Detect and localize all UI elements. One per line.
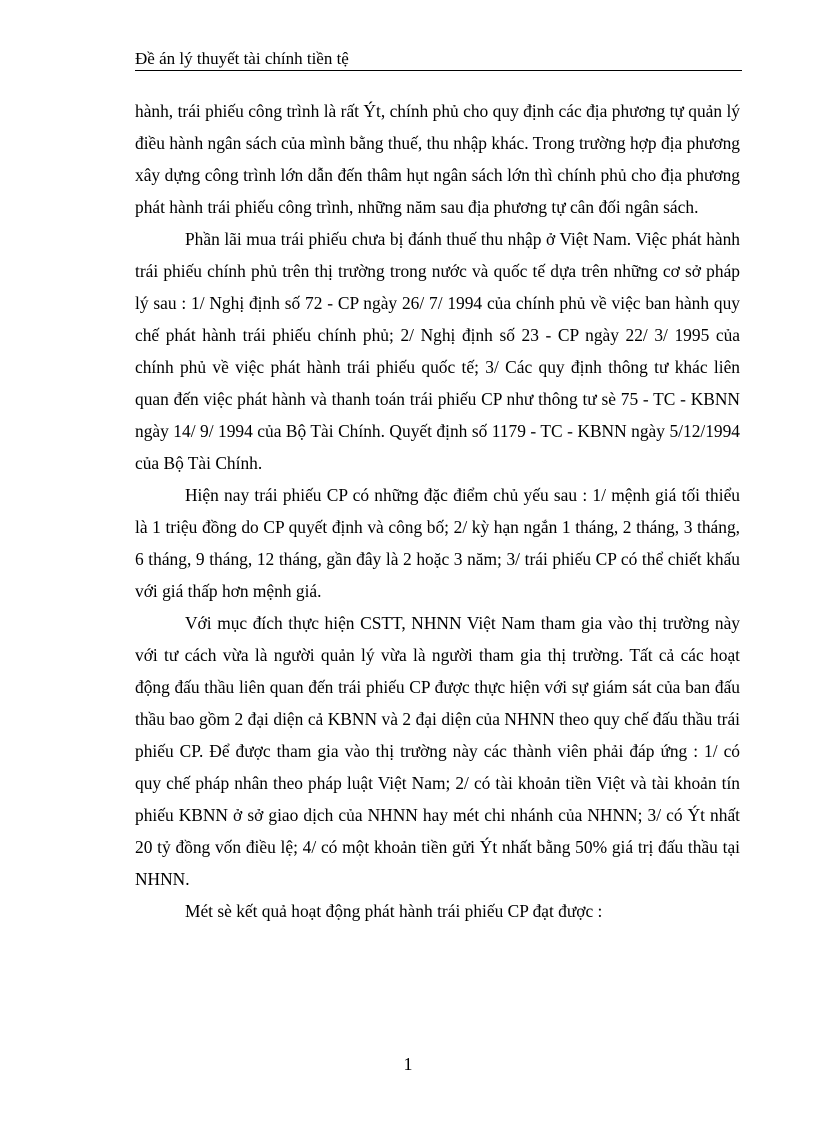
header-title: Đề án lý thuyết tài chính tiền tệ (135, 49, 349, 68)
page-number: 1 (403, 1054, 413, 1074)
paragraph-bond-characteristics: Hiện nay trái phiếu CP có những đặc điểm chủ yếu sau : 1/ mệnh giá tối thiểu là 1 triệu đồng do CP quyết định và công bố; 2/ kỳ hạn ngắn 1 tháng, 2 tháng, 3 tháng, 6 tháng, 9 tháng, 12 tháng, gần đây là 2 hoặc 3 năm; 3/ trái phiếu CP có thể chiết khấu với giá thấp hơn mệnh giá. (135, 485, 740, 601)
document-body (135, 95, 740, 927)
paragraph-results-intro: Mét sè kết quả hoạt động phát hành trái phiếu CP đạt được : (185, 901, 603, 921)
paragraph-bond-interest-legal-basis: Phần lãi mua trái phiếu chưa bị đánh thuế thu nhập ở Việt Nam. Việc phát hành trái phiếu chính phủ trên thị trường trong nước và quốc tế dựa trên những cơ sở pháp lý sau : 1/ Nghị định số 72 - CP ngày 26/ 7/ 1994 của chính phủ về việc ban hành quy chế phát hành trái phiếu chính phủ; 2/ Nghị định số 23 - CP ngày 22/ 3/ 1995 của chính phủ về việc phát hành trái phiếu quốc tế; 3/ Các quy định thông tư khác liên quan đến việc phát hành và thanh toán trái phiếu CP như thông tư sè 75 - TC - KBNN ngày 14/ 9/ 1994 của Bộ Tài Chính. Quyết định số 1179 - TC - KBNN ngày 5/12/1994 của Bộ Tài Chính. (135, 229, 740, 473)
page-header (135, 48, 742, 71)
paragraph-continuation: hành, trái phiếu công trình là rất Ýt, chính phủ cho quy định các địa phương tự quản lý điều hành ngân sách của mình bằng thuế, thu nhập khác. Trong trường hợp địa phương xây dựng công trình lớn dẫn đến thâm hụt ngân sách lớn thì chính phủ cho địa phương phát hành trái phiếu công trình, những năm sau địa phương tự cân đối ngân sách. (135, 101, 740, 217)
paragraph-sbv-participation: Với mục đích thực hiện CSTT, NHNN Việt Nam tham gia vào thị trường này với tư cách vừa là người quản lý vừa là người tham gia thị trường. Tất cả các hoạt động đấu thầu liên quan đến trái phiếu CP được thực hiện với sự giám sát của ban đấu thầu bao gồm 2 đại diện cả KBNN và 2 đại diện của NHNN theo quy chế đấu thầu trái phiếu CP. Để được tham gia vào thị trường này các thành viên phải đáp ứng : 1/ có quy chế pháp nhân theo pháp luật Việt Nam; 2/ có tài khoản tiền Việt và tài khoản tín phiếu KBNN ở sở giao dịch của NHNN hay mét chi nhánh của NHNN; 3/ có Ýt nhất 20 tỷ đồng vốn điều lệ; 4/ có một khoản tiền gửi Ýt nhất bằng 50% giá trị đấu thầu tại NHNN. (135, 613, 740, 889)
